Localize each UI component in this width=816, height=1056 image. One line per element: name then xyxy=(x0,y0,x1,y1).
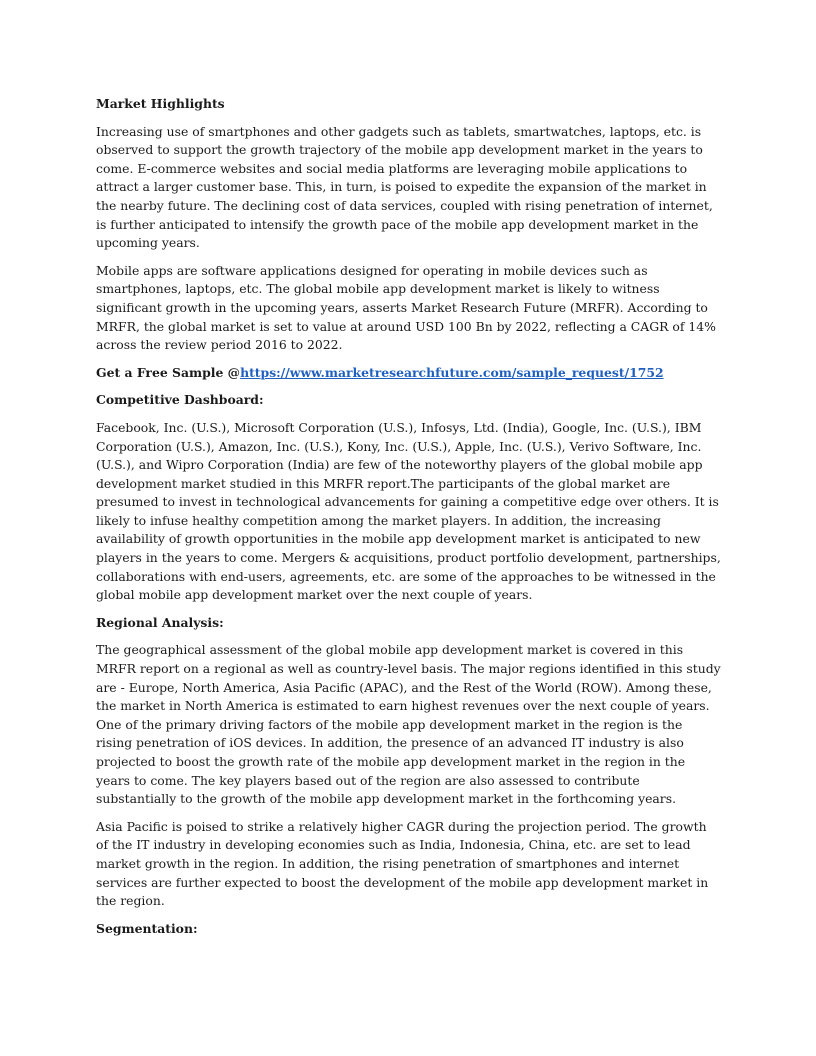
free-sample-link[interactable]: https://www.marketresearchfuture.com/sample_request/1752 xyxy=(240,364,664,380)
regional-analysis-paragraph-2: Asia Pacific is poised to strike a relatively higher CAGR during the projection period. The growth of the IT industry in developing economies such as India, Indonesia, China, etc. are set to lead market growth in the region. In addition, the rising penetration of smartphones and internet services are further expected to boost the development of the mobile app development market in the region. xyxy=(96,818,709,909)
market-highlights-paragraph-1: Increasing use of smartphones and other gadgets such as tablets, smartwatches, laptops, etc. is observed to support the growth trajectory of the mobile app development market in the years to come. E-commerce websites and social media platforms are leveraging mobile applications to attract a larger customer base. This, in turn, is poised to expedite the expansion of the market in the nearby future. The declining cost of data services, coupled with rising penetration of internet, is further anticipated to intensify the growth pace of the mobile app development market in the upcoming years. xyxy=(96,123,713,251)
regional-analysis-paragraph-1: The geographical assessment of the global mobile app development market is covered in this MRFR report on a regional as well as country-level basis. The major regions identified in this study are - Europe, North America, Asia Pacific (APAC), and the Rest of the World (ROW). Among these, the market in North America is estimated to earn highest revenues over the next couple of years. One of the primary driving factors of the mobile app development market in the region is the rising penetration of iOS devices. In addition, the presence of an advanced IT industry is also projected to boost the growth rate of the mobile app development market in the region in the years to come. The key players based out of the region are also assessed to contribute substantially to the growth of the mobile app development market in the forthcoming years. xyxy=(96,642,721,807)
competitive-dashboard-paragraph: Facebook, Inc. (U.S.), Microsoft Corporation (U.S.), Infosys, Ltd. (India), Google, Inc. (U.S.), IBM Corporation (U.S.), Amazon, Inc. (U.S.), Kony, Inc. (U.S.), Apple, Inc. (U.S.), Verivo Software, Inc. (U.S.), and Wipro Corporation (India) are few of the noteworthy players of the global mobile app development market studied in this MRFR report.The participants of the global market are presumed to invest in technological advancements for gaining a competitive edge over others. It is likely to infuse healthy competition among the market players. In addition, the increasing availability of growth opportunities in the mobile app development market is anticipated to new players in the years to come. Mergers & acquisitions, product portfolio development, partnerships, collaborations with end-users, agreements, etc. are some of the approaches to be witnessed in the global mobile app development market over the next couple of years. xyxy=(96,419,721,603)
document-page xyxy=(96,95,722,947)
market-highlights-heading: Market Highlights xyxy=(96,96,225,111)
segmentation-heading: Segmentation: xyxy=(96,920,198,936)
free-sample-line xyxy=(96,364,722,383)
free-sample-prefix: Get a Free Sample @ xyxy=(96,364,241,380)
market-highlights-paragraph-2: Mobile apps are software applications designed for operating in mobile devices such as smartphones, laptops, etc. The global mobile app development market is likely to witness significant growth in the upcoming years, asserts Market Research Future (MRFR). According to MRFR, the global market is set to value at around USD 100 Bn by 2022, reflecting a CAGR of 14% across the review period 2016 to 2022. xyxy=(96,262,716,353)
regional-analysis-heading: Regional Analysis: xyxy=(96,614,224,630)
competitive-dashboard-heading: Competitive Dashboard: xyxy=(96,392,264,408)
